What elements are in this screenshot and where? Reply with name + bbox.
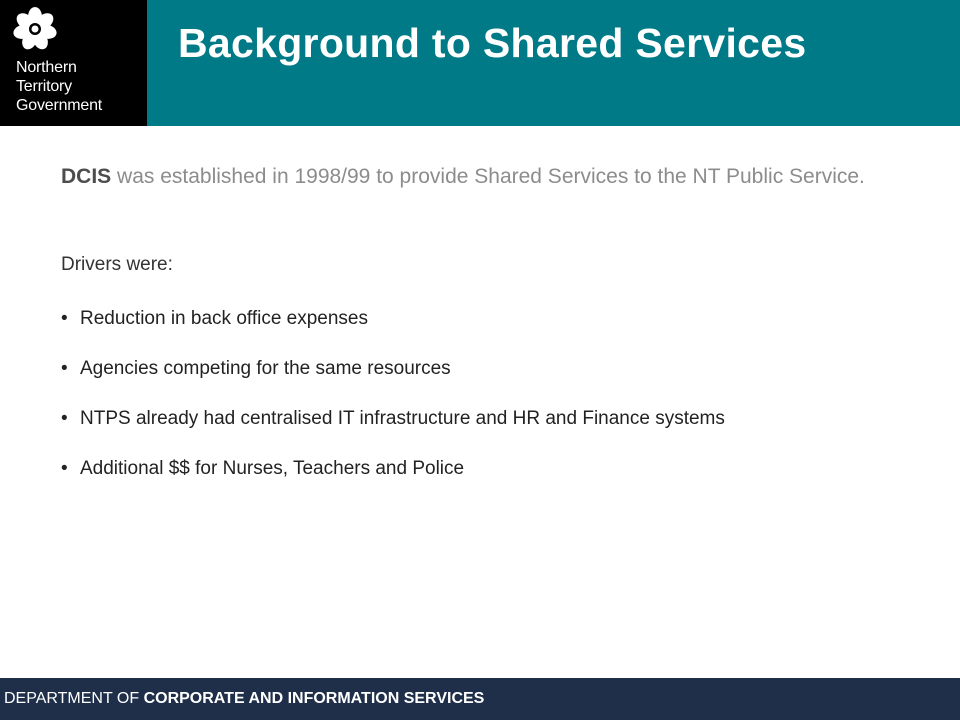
header-bar xyxy=(0,0,960,126)
drivers-label: Drivers were: xyxy=(61,254,173,275)
footer-bar xyxy=(0,678,960,720)
footer-plain: DEPARTMENT OF xyxy=(4,690,144,707)
slide-title: Background to Shared Services xyxy=(178,20,807,66)
list-item-text: NTPS already had centralised IT infrastructure and HR and Finance systems xyxy=(80,408,725,429)
list-item xyxy=(61,406,725,456)
bullet-icon: • xyxy=(61,408,68,429)
bullet-icon: • xyxy=(61,308,68,329)
footer-bold: CORPORATE AND INFORMATION SERVICES xyxy=(143,690,485,707)
logo-line-government: Government xyxy=(16,97,103,114)
logo-wordmark xyxy=(16,58,102,115)
footer-department xyxy=(4,690,484,708)
intro-strong: DCIS xyxy=(61,165,112,188)
nt-government-logo xyxy=(0,0,147,126)
list-item xyxy=(61,356,725,406)
list-item xyxy=(61,306,725,356)
drivers-list xyxy=(61,306,725,506)
intro-paragraph xyxy=(61,160,921,193)
flower-emblem-icon xyxy=(12,6,58,52)
bullet-icon: • xyxy=(61,458,68,479)
intro-block xyxy=(61,160,921,193)
intro-text: was established in 1998/99 to provide Shared Services to the NT Public Service. xyxy=(111,165,865,188)
bullet-icon: • xyxy=(61,358,68,379)
logo-line-northern: Northern xyxy=(16,59,77,76)
logo-line-territory: Territory xyxy=(16,78,72,95)
list-item-text: Agencies competing for the same resources xyxy=(80,358,451,379)
list-item-text: Additional $$ for Nurses, Teachers and Police xyxy=(80,458,465,479)
list-item-text: Reduction in back office expenses xyxy=(80,308,368,329)
list-item xyxy=(61,456,725,506)
